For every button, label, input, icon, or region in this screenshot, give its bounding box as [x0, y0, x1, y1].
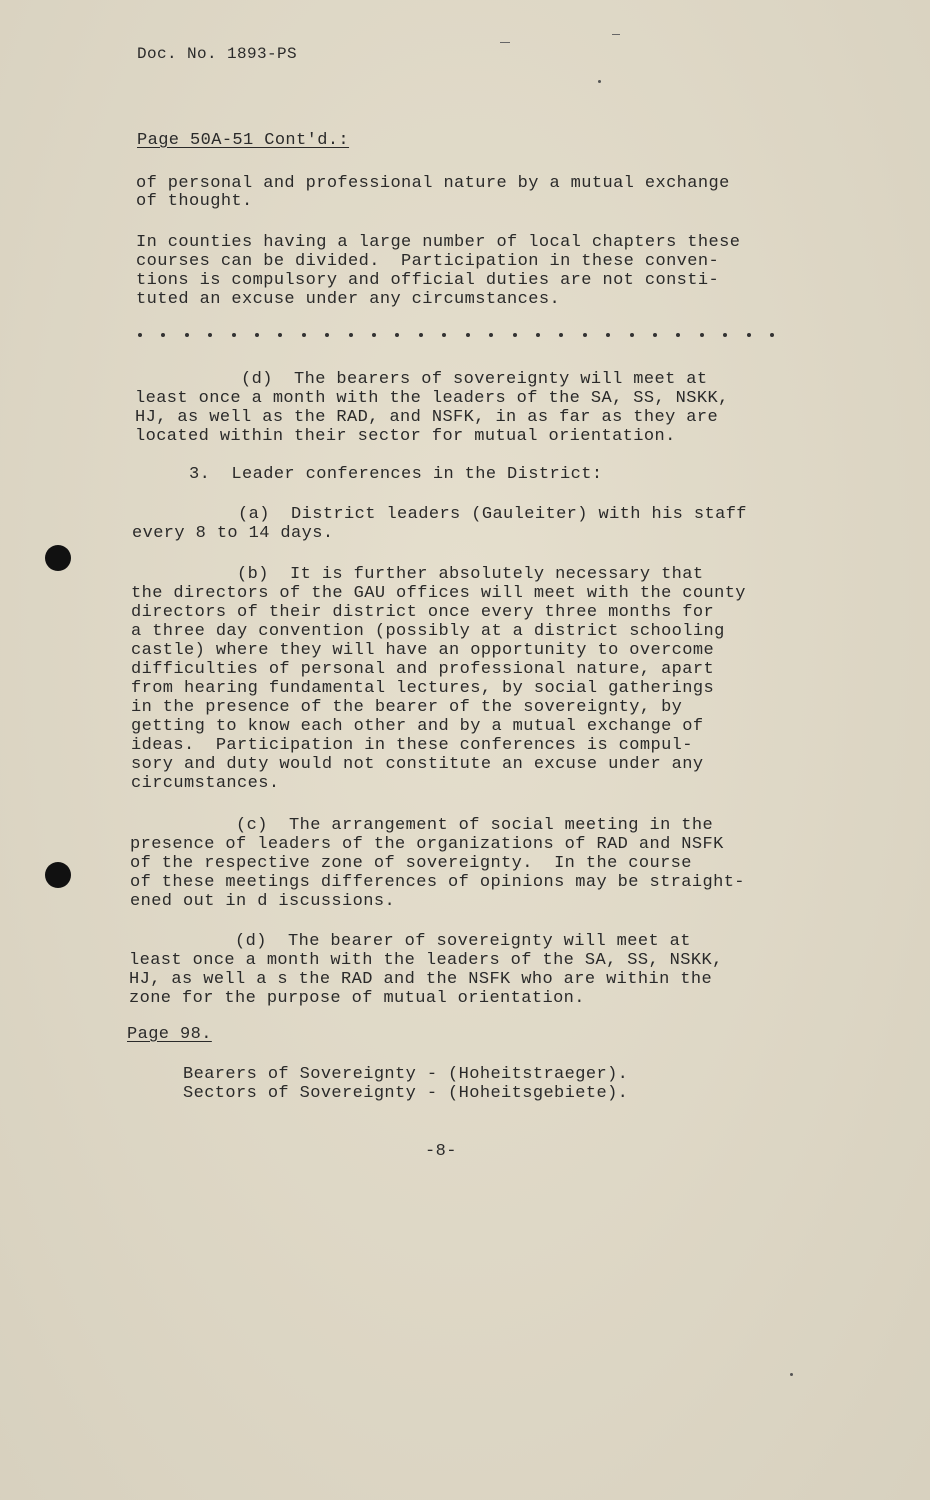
text-line: of the respective zone of sovereignty. In the course	[130, 854, 692, 873]
page-heading: Page 50A-51 Cont'd.:	[137, 131, 350, 150]
text-line: of personal and professional nature by a mutual exchange	[136, 174, 730, 193]
text-line: directors of their district once every three months for	[131, 603, 715, 622]
text-line: (b) It is further absolutely necessary that	[131, 565, 704, 584]
text-line: every 8 to 14 days.	[132, 524, 334, 543]
punch-hole-upper	[45, 545, 71, 571]
text-line: a three day convention (possibly at a district schooling	[131, 622, 725, 641]
text-line: (a) District leaders (Gauleiter) with his staff	[132, 505, 747, 524]
text-line: of thought.	[136, 192, 253, 211]
section-heading: 3. Leader conferences in the District:	[189, 465, 603, 484]
text-line: tions is compulsory and official duties are not consti-	[136, 271, 720, 290]
text-line: ened out in d iscussions.	[130, 892, 396, 911]
punch-hole-lower	[45, 862, 71, 888]
scan-mark	[500, 42, 510, 43]
text-line: difficulties of personal and professional nature, apart	[131, 660, 715, 679]
text-line: presence of leaders of the organizations of RAD and NSFK	[130, 835, 724, 854]
text-line: the directors of the GAU offices will meet with the county	[131, 584, 746, 603]
scan-speck	[598, 80, 601, 83]
text-line: HJ, as well as the RAD, and NSFK, in as far as they are	[135, 408, 719, 427]
glossary-line: Sectors of Sovereignty - (Hoheitsgebiete).	[183, 1084, 629, 1103]
text-line: (c) The arrangement of social meeting in the	[130, 816, 714, 835]
text-line: HJ, as well a s the RAD and the NSFK who are within the	[129, 970, 713, 989]
text-line: In counties having a large number of local chapters these	[136, 233, 741, 252]
glossary-line: Bearers of Sovereignty - (Hoheitstraeger).	[183, 1065, 629, 1084]
document-number: Doc. No. 1893-PS	[137, 45, 298, 63]
text-line: (d) The bearers of sovereignty will meet at	[135, 370, 708, 389]
text-line: least once a month with the leaders of the SA, SS, NSKK,	[135, 389, 729, 408]
text-line: castle) where they will have an opportunity to overcome	[131, 641, 715, 660]
text-line: located within their sector for mutual orientation.	[135, 427, 676, 446]
text-line: of these meetings differences of opinions may be straight-	[130, 873, 745, 892]
page-98-heading: Page 98.	[127, 1025, 212, 1044]
text-line: (d) The bearer of sovereignty will meet at	[129, 932, 691, 951]
scan-mark	[612, 34, 620, 35]
page-number: -8-	[425, 1142, 457, 1161]
text-line: sory and duty would not constitute an excuse under any	[131, 755, 704, 774]
text-line: least once a month with the leaders of the SA, SS, NSKK,	[129, 951, 723, 970]
text-line: courses can be divided. Participation in these conven-	[136, 252, 720, 271]
text-line: getting to know each other and by a mutual exchange of	[131, 717, 704, 736]
text-line: in the presence of the bearer of the sovereignty, by	[131, 698, 683, 717]
text-line: tuted an excuse under any circumstances.	[136, 290, 561, 309]
text-line: ideas. Participation in these conferences is compul-	[131, 736, 693, 755]
text-line: from hearing fundamental lectures, by social gatherings	[131, 679, 715, 698]
text-line: zone for the purpose of mutual orientation.	[129, 989, 585, 1008]
text-line: circumstances.	[131, 774, 280, 793]
dotted-separator	[138, 333, 774, 337]
scan-speck	[790, 1373, 793, 1376]
